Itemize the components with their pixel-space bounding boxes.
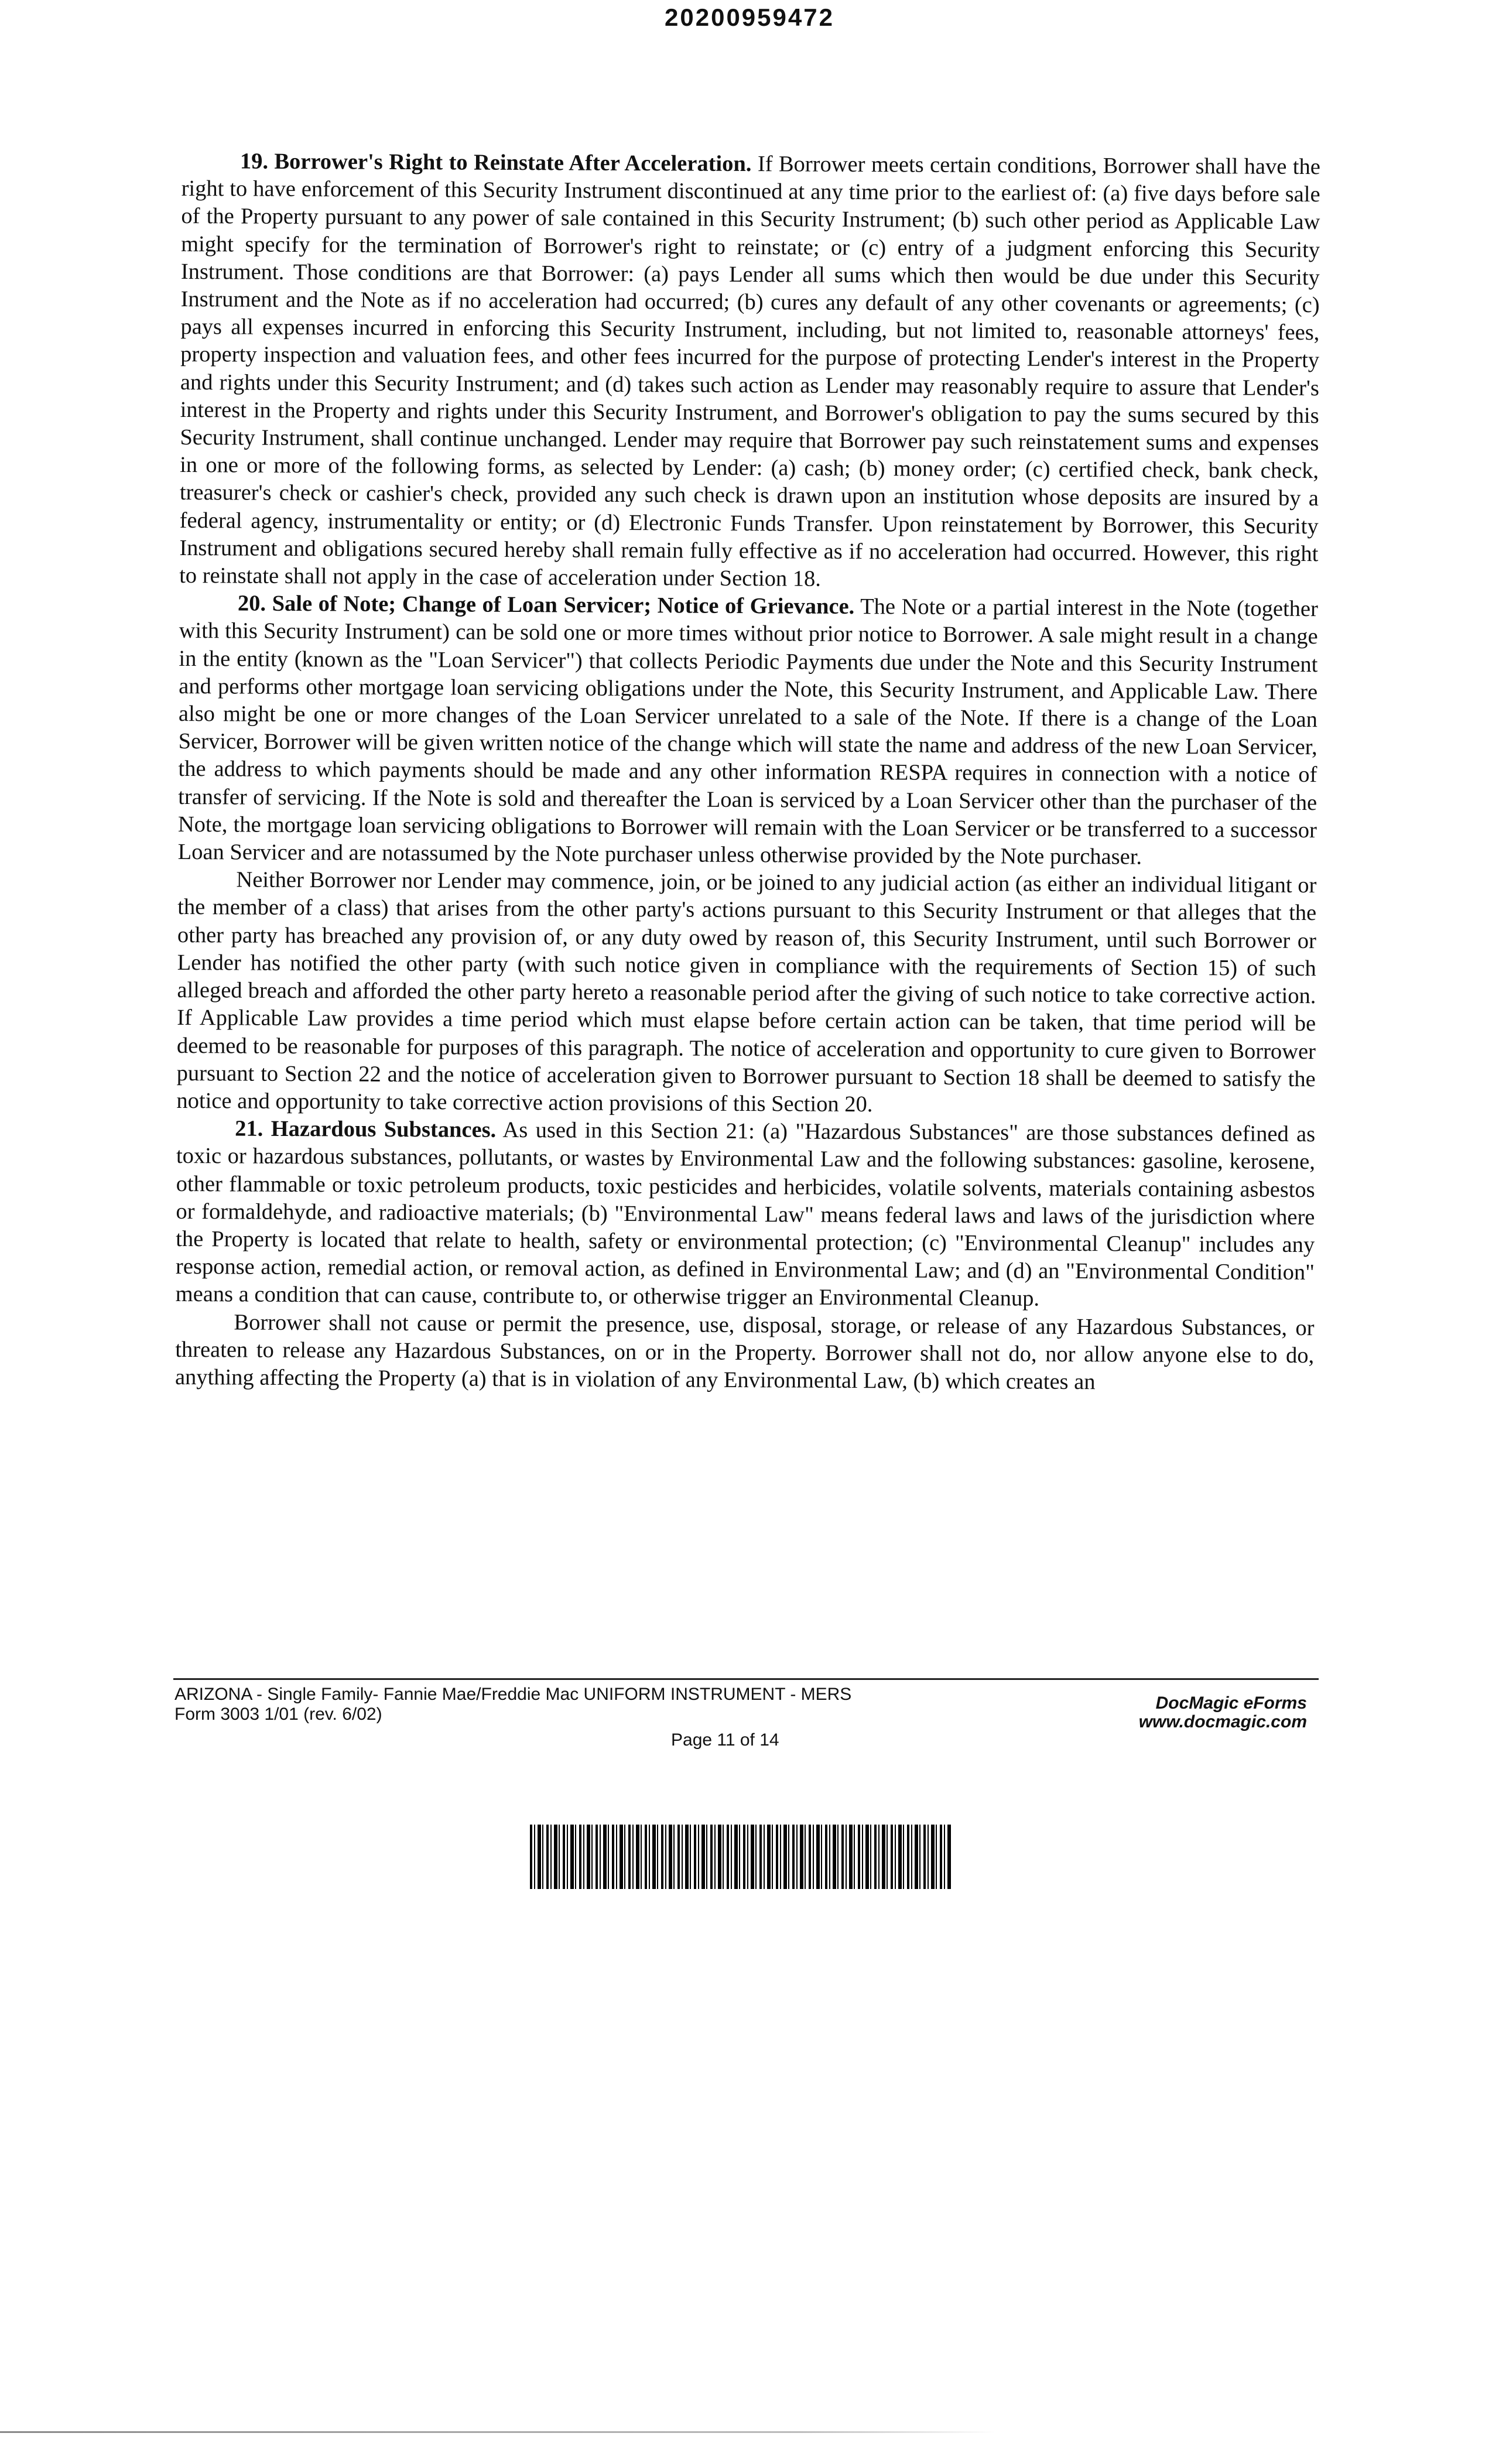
document-body	[175, 148, 1320, 1397]
scan-edge-line	[0, 2431, 995, 2433]
page-number: Page 11 of 14	[671, 1730, 779, 1750]
page-footer	[173, 1678, 1319, 1750]
form-identifier	[174, 1685, 851, 1724]
section-20	[178, 590, 1318, 872]
section-heading: 19. Borrower's Right to Reinstate After Acceleration.	[239, 149, 752, 177]
section-text: The Note or a partial interest in the Note (together with this Security Instrument) can be sold one or more times without prior notice to Borrower. A sale might result in a change in the entity (known as the "Loan Servicer") that collects Periodic Payments due under the Note and this Security Instrument and performs other mortgage loan servicing obligations under the Note, this Security Instrument, and Applicable Law. There also might be one or more changes of the Loan Servicer unrelated to a sale of the Note. If there is a change of the Loan Servicer, Borrower will be given written notice of the change which will state the name and address of the new Loan Servicer, the address to which payments should be made and any other information RESPA requires in connection with a notice of transfer of servicing. If the Note is sold and thereafter the Loan is serviced by a Loan Servicer other than the purchaser of the Note, the mortgage loan servicing obligations to Borrower will remain with the Loan Servicer or be transferred to a successor Loan Servicer and are notassumed by the Note purchaser unless otherwise provided by the Note purchaser.	[177, 594, 1319, 870]
form-number: Form 3003 1/01 (rev. 6/02)	[174, 1705, 382, 1724]
section-heading: 21. Hazardous Substances.	[235, 1116, 497, 1142]
brand-url: www.docmagic.com	[1138, 1712, 1307, 1731]
docmagic-logo	[1139, 1694, 1307, 1731]
section-text: If Borrower meets certain conditions, Borrower shall have the right to have enforcement of this Security Instrument discontinued at any time prior to the earliest of: (a) five days before sale of the Property pursuant to any power of sale contained in this Security Instrument; (b) such other period as Applicable Law might specify for the termination of Borrower's right to reinstate; or (c) entry of a judgment enforcing this Security Instrument. Those conditions are that Borrower: (a) pays Lender all sums which then would be due under this Security Instrument and the Note as if no acceleration had occurred; (b) cures any default of any other covenants or agreements; (c) pays all expenses incurred in enforcing this Security Instrument, including, but not limited to, reasonable attorneys' fees, property inspection and valuation fees, and other fees incurred for the purpose of protecting Lender's interest in the Property and rights under this Security Instrument; and (d) takes such action as Lender may reasonably require to assure that Lender's interest in the Property and rights under this Security Instrument, and Borrower's obligation to pay the sums secured by this Security Instrument, shall continue unchanged. Lender may require that Borrower pay such reinstatement sums and expenses in one or more of the following forms, as selected by Lender: (a) cash; (b) money order; (c) certified check, bank check, treasurer's check or cashier's check, provided any such check is drawn upon an institution whose deposits are insured by a federal agency, instrumentality or entity; or (d) Electronic Funds Transfer. Upon reinstatement by Borrower, this Security Instrument and obligations secured hereby shall remain fully effective as if no acceleration had occurred. However, this right to reinstate shall not apply in the case of acceleration under Section 18.	[179, 152, 1320, 591]
section-text: As used in this Section 21: (a) "Hazardous Substances" are those substances defined as toxic or hazardous substances, pollutants, or wastes by Environmental Law and the following substances: gasoline, kerosene, other flammable or toxic petroleum products, toxic pesticides and herbicides, volatile solvents, materials containing asbestos or formaldehyde, and radioactive materials; (b) "Environmental Law" means federal laws and laws of the jurisdiction where the Property is located that relate to health, safety or environmental protection; (c) "Environmental Cleanup" includes any response action, remedial action, or removal action, as defined in Environmental Law; and (d) an "Environmental Condition" means a condition that can cause, contribute to, or otherwise trigger an Environmental Cleanup.	[175, 1117, 1316, 1312]
form-title: ARIZONA - Single Family- Fannie Mae/Freddie Mac UNIFORM INSTRUMENT - MERS	[174, 1685, 852, 1704]
document-number: 20200959472	[665, 4, 834, 31]
section-20-continued	[176, 866, 1316, 1121]
section-19	[179, 148, 1320, 596]
section-21	[176, 1115, 1316, 1315]
section-21-continued	[175, 1309, 1315, 1398]
section-text: Borrower shall not cause or permit the presence, use, disposal, storage, or release of any Hazardous Substances, or threaten to release any Hazardous Substances, on or in the Property. Borrower shall not do, nor allow anyone else to do, anything affecting the Property (a) that is in violation of any Environmental Law, (b) which creates an	[174, 1310, 1315, 1395]
barcode-image	[530, 1825, 952, 1889]
brand-name: DocMagic eForms	[1155, 1693, 1307, 1713]
section-text: Neither Borrower nor Lender may commence, join, or be joined to any judicial action (as either an individual litigant or the member of a class) that arises from the other party's actions pursuant to this Security Instrument or that alleges that the other party has breached any provision of, or any duty owed by reason of, this Security Instrument, until such Borrower or Lender has notified the other party (with such notice given in compliance with the requirements of Section 15) of such alleged breach and afforded the other party hereto a reasonable period after the giving of such notice to take corrective action. If Applicable Law provides a time period which must elapse before certain action can be taken, that time period will be deemed to be reasonable for purposes of this paragraph. The notice of acceleration and opportunity to cure given to Borrower pursuant to Section 22 and the notice of acceleration given to Borrower pursuant to Section 18 shall be deemed to satisfy the notice and opportunity to take corrective action provisions of this Section 20.	[176, 867, 1317, 1117]
section-heading: 20. Sale of Note; Change of Loan Servicer; Notice of Grievance.	[237, 591, 855, 620]
